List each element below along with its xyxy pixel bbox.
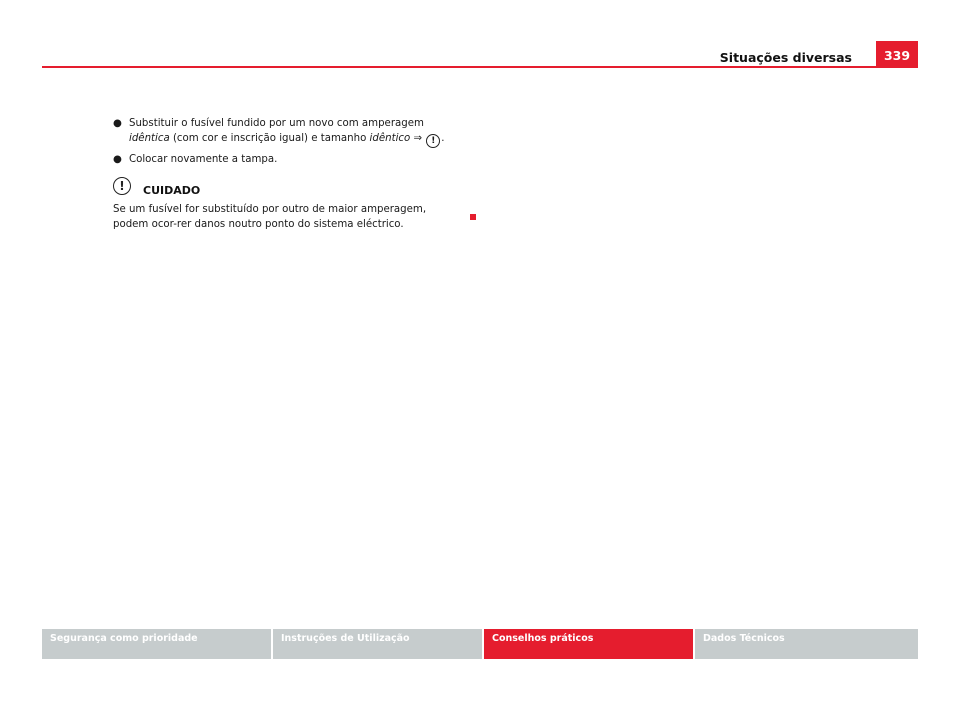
footer-tab-dados[interactable]: Dados Técnicos	[695, 629, 918, 659]
arrow-reference: ⇒	[410, 132, 426, 144]
header-rule	[42, 66, 918, 68]
footer-tab-seguranca[interactable]: Segurança como prioridade	[42, 629, 273, 659]
end-of-section-mark	[470, 214, 476, 220]
page-number: 339	[876, 41, 918, 67]
bullet-text-part: Substituir o fusível fundido por um novo com amperagem	[129, 118, 424, 129]
main-content	[113, 117, 463, 232]
footer-tab-instrucoes[interactable]: Instruções de Utilização	[273, 629, 484, 659]
footer-nav	[42, 629, 918, 659]
bullet-text: Colocar novamente a tampa.	[129, 153, 278, 165]
warning-reference-icon[interactable]: !	[426, 134, 440, 148]
bullet-text-part: (com cor e inscrição igual) e tamanho	[169, 132, 370, 144]
footer-tab-conselhos[interactable]: Conselhos práticos	[484, 629, 695, 659]
bullet-dot: ●	[113, 153, 122, 165]
bullet-item-replace-fuse	[113, 117, 463, 148]
bullet-dot: ●	[113, 118, 122, 129]
caution-header	[113, 181, 463, 201]
section-title: Situações diversas	[719, 50, 852, 65]
caution-body: Se um fusível for substituído por outro de maior amperagem, podem ocor-rer danos noutro ponto do sistema eléctrico.	[113, 204, 427, 230]
caution-title: CUIDADO	[143, 184, 201, 197]
emphasis-identico: idêntico	[369, 132, 411, 144]
bullet-text-part: .	[441, 132, 445, 144]
exclamation-circle-icon: !	[113, 177, 131, 195]
emphasis-identica: idêntica	[129, 132, 170, 144]
bullet-item-replace-cover	[113, 153, 463, 168]
